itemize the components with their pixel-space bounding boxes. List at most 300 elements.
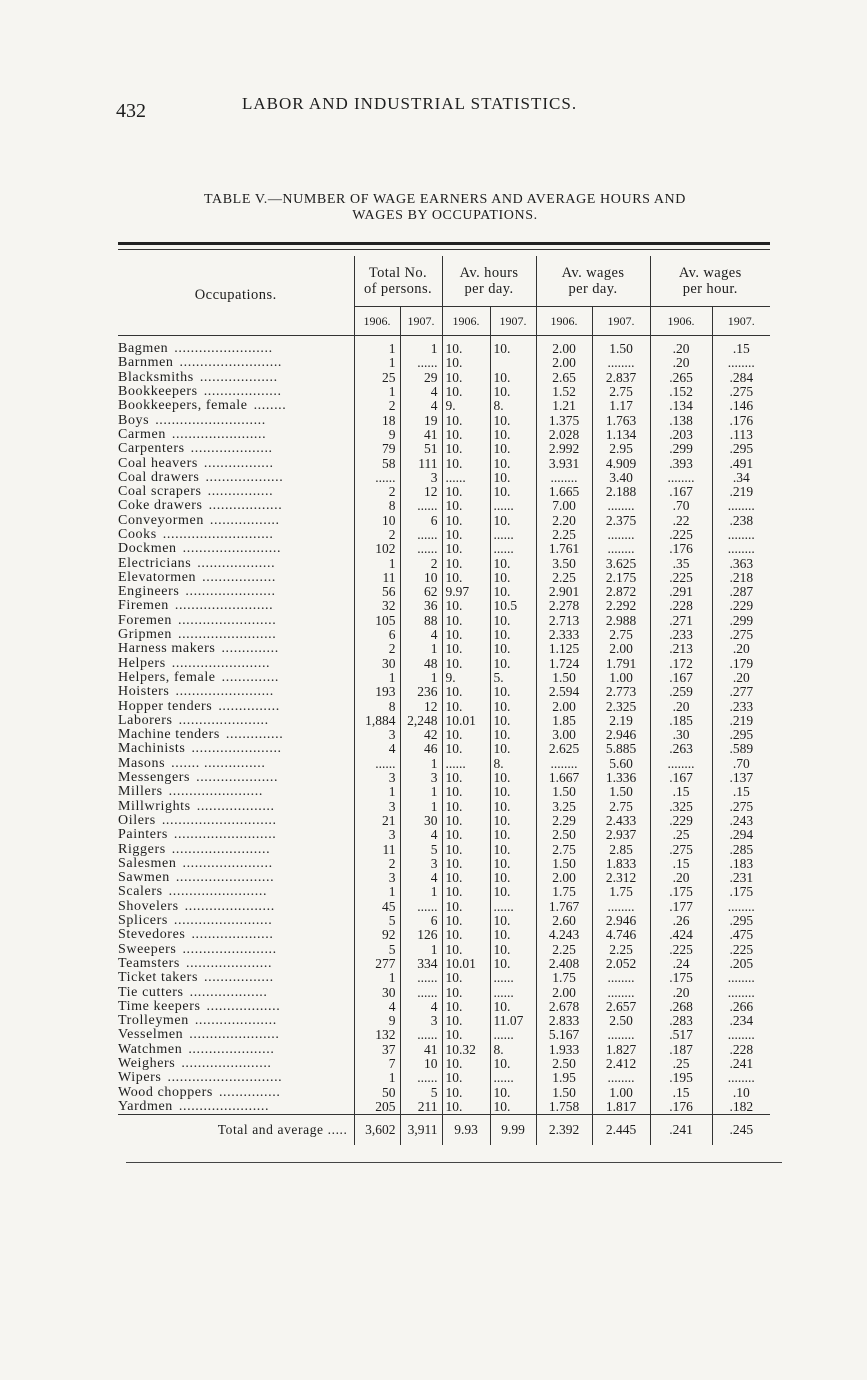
header-wday-l1: Av. wages xyxy=(561,265,625,281)
wages-day-1906-cell: 1.21 xyxy=(536,399,592,413)
table-row xyxy=(118,456,770,470)
wages-day-1906-cell: ........ xyxy=(536,471,592,485)
wages-day-1907-cell: 2.292 xyxy=(592,599,650,613)
occupation-name: Scalers xyxy=(118,885,163,900)
table-row xyxy=(118,1071,770,1085)
hours-1907-cell: ...... xyxy=(490,971,536,985)
occupation-name: Cooks xyxy=(118,527,157,542)
wages-hour-1906-cell: .177 xyxy=(650,900,712,914)
header-hours-l2: per day. xyxy=(464,281,514,297)
persons-1906-cell: 9 xyxy=(354,1014,400,1028)
persons-1907-cell: 211 xyxy=(400,1100,442,1115)
wages-day-1907-cell: 1.336 xyxy=(592,771,650,785)
wages-day-1906-cell: 2.20 xyxy=(536,514,592,528)
total-hours-1906: 9.93 xyxy=(442,1115,490,1146)
hours-1907-cell: 10. xyxy=(490,914,536,928)
wages-hour-1906-cell: .275 xyxy=(650,842,712,856)
occupation-name: Sawmen xyxy=(118,870,170,886)
page-number: 432 xyxy=(116,100,146,122)
occupation-name: Engineers xyxy=(118,585,180,600)
wages-hour-1906-cell: .20 xyxy=(650,871,712,885)
occupation-name: Splicers xyxy=(118,913,168,929)
occupation-cell xyxy=(118,336,354,357)
hours-1906-cell: 10. xyxy=(442,442,490,456)
wages-hour-1907-cell: .15 xyxy=(712,785,770,799)
wages-hour-1906-cell: .233 xyxy=(650,628,712,642)
bottom-rule xyxy=(126,1162,782,1163)
hours-1907-cell: 11.07 xyxy=(490,1014,536,1028)
wages-hour-1907-cell: .10 xyxy=(712,1085,770,1099)
leader-dots: ........ xyxy=(253,399,287,414)
persons-1906-cell: 1 xyxy=(354,971,400,985)
wages-hour-1907-cell: .275 xyxy=(712,385,770,399)
hours-1907-cell: 10. xyxy=(490,413,536,427)
hours-1906-cell: 10. xyxy=(442,685,490,699)
hours-1906-cell: 10.32 xyxy=(442,1043,490,1057)
table-row xyxy=(118,336,770,357)
wages-day-1906-cell: 3.25 xyxy=(536,800,592,814)
hours-1907-cell: ...... xyxy=(490,499,536,513)
wages-day-1906-cell: 1.75 xyxy=(536,971,592,985)
leader-dots: .................. xyxy=(202,570,276,585)
occupation-name: Time keepers xyxy=(118,999,201,1014)
leader-dots: .................... xyxy=(194,1013,277,1029)
persons-1907-cell: 41 xyxy=(400,428,442,442)
persons-1906-cell: 132 xyxy=(354,1028,400,1042)
persons-1907-cell: 4 xyxy=(400,399,442,413)
total-whour-1906: .241 xyxy=(650,1115,712,1146)
wages-day-1906-cell: 1.50 xyxy=(536,785,592,799)
wages-day-1906-cell: 2.75 xyxy=(536,842,592,856)
persons-1906-cell: 7 xyxy=(354,1057,400,1071)
wages-day-1907-cell: 3.40 xyxy=(592,471,650,485)
table-row xyxy=(118,1100,770,1115)
table-row xyxy=(118,1014,770,1028)
wages-day-1906-cell: 1.95 xyxy=(536,1071,592,1085)
wages-hour-1907-cell: .241 xyxy=(712,1057,770,1071)
leader-dots: ................... xyxy=(203,384,282,400)
hours-1906-cell: 10. xyxy=(442,842,490,856)
wages-day-1907-cell: ........ xyxy=(592,528,650,542)
wages-hour-1906-cell: .25 xyxy=(650,828,712,842)
wages-hour-1906-cell: .26 xyxy=(650,914,712,928)
occupation-name: Coke drawers xyxy=(118,499,203,514)
persons-1907-cell: 30 xyxy=(400,814,442,828)
persons-1907-cell: 236 xyxy=(400,685,442,699)
wages-hour-1907-cell: .225 xyxy=(712,942,770,956)
hours-1906-cell: 10. xyxy=(442,942,490,956)
hours-1906-cell: 10. xyxy=(442,571,490,585)
hours-1906-cell: 10. xyxy=(442,356,490,370)
wages-hour-1906-cell: .35 xyxy=(650,556,712,570)
occupation-name: Vesselmen xyxy=(118,1028,184,1043)
leader-dots: ................... xyxy=(196,799,275,814)
persons-1907-cell: ...... xyxy=(400,1071,442,1085)
persons-1907-cell: 36 xyxy=(400,599,442,613)
persons-1906-cell: 3 xyxy=(354,828,400,842)
hours-1906-cell: 10. xyxy=(442,771,490,785)
hours-1907-cell: 10. xyxy=(490,485,536,499)
hours-1906-cell: 10. xyxy=(442,657,490,671)
leader-dots: ................. xyxy=(204,971,274,986)
occupation-cell xyxy=(118,499,354,513)
wages-day-1906-cell: 2.50 xyxy=(536,1057,592,1071)
wages-hour-1906-cell: .15 xyxy=(650,857,712,871)
hours-1906-cell: 10. xyxy=(442,1100,490,1115)
wages-hour-1906-cell: .195 xyxy=(650,1071,712,1085)
occupation-cell xyxy=(118,1028,354,1042)
leader-dots: ..................... xyxy=(185,956,273,971)
table-row xyxy=(118,399,770,413)
occupation-name: Hoisters xyxy=(118,685,170,700)
wages-day-1907-cell: ........ xyxy=(592,356,650,370)
persons-1907-cell: 12 xyxy=(400,699,442,713)
header-total-l1: Total No. xyxy=(368,265,428,281)
occupation-cell xyxy=(118,871,354,885)
table-row xyxy=(118,828,770,842)
occupation-name: Coal scrapers xyxy=(118,484,202,500)
wages-day-1907-cell: 2.312 xyxy=(592,871,650,885)
persons-1907-cell: 4 xyxy=(400,385,442,399)
hours-1906-cell: 10. xyxy=(442,928,490,942)
wages-hour-1906-cell: .175 xyxy=(650,971,712,985)
wages-hour-1906-cell: .271 xyxy=(650,614,712,628)
wages-day-1906-cell: 2.29 xyxy=(536,814,592,828)
hours-1907-cell: ...... xyxy=(490,900,536,914)
header-occupations xyxy=(118,256,354,336)
total-whour-1907: .245 xyxy=(712,1115,770,1146)
wages-hour-1906-cell: .20 xyxy=(650,336,712,357)
persons-1906-cell: 105 xyxy=(354,614,400,628)
wages-hour-1906-cell: .30 xyxy=(650,728,712,742)
hours-1907-cell: 10. xyxy=(490,957,536,971)
persons-1907-cell: ...... xyxy=(400,985,442,999)
table-caption xyxy=(118,192,772,224)
wages-day-1907-cell: 2.412 xyxy=(592,1057,650,1071)
table-row xyxy=(118,742,770,756)
occupation-name: Salesmen xyxy=(118,856,177,871)
header-hours-l1: Av. hours xyxy=(459,265,519,281)
hours-1907-cell: 10. xyxy=(490,742,536,756)
hours-1906-cell: 10.01 xyxy=(442,957,490,971)
wages-day-1906-cell: 1.125 xyxy=(536,642,592,656)
table-row xyxy=(118,428,770,442)
wages-day-1906-cell: 2.25 xyxy=(536,528,592,542)
table-row xyxy=(118,542,770,556)
occupation-name: Blacksmiths xyxy=(118,370,194,385)
leader-dots: ........................... xyxy=(162,527,274,542)
occupation-cell xyxy=(118,1071,354,1085)
wages-day-1906-cell: 1.767 xyxy=(536,900,592,914)
hours-1907-cell: 10.5 xyxy=(490,599,536,613)
wages-day-1907-cell: 2.937 xyxy=(592,828,650,842)
persons-1906-cell: 25 xyxy=(354,371,400,385)
persons-1907-cell: 6 xyxy=(400,914,442,928)
occupation-cell xyxy=(118,657,354,671)
leader-dots: .................. xyxy=(208,499,283,514)
wages-day-1906-cell: 2.65 xyxy=(536,371,592,385)
wages-table xyxy=(118,256,770,1145)
wages-hour-1906-cell: .167 xyxy=(650,671,712,685)
hours-1907-cell: 10. xyxy=(490,928,536,942)
table-row xyxy=(118,528,770,542)
hours-1906-cell: 10. xyxy=(442,1071,490,1085)
persons-1906-cell: 3 xyxy=(354,771,400,785)
hours-1907-cell: 10. xyxy=(490,800,536,814)
occupation-name: Trolleymen xyxy=(118,1013,189,1029)
occupation-name: Millwrights xyxy=(118,799,191,814)
occupation-cell xyxy=(118,971,354,985)
persons-1907-cell: 4 xyxy=(400,828,442,842)
wages-day-1907-cell: 2.052 xyxy=(592,957,650,971)
hours-1906-cell: 10. xyxy=(442,413,490,427)
wages-day-1906-cell: 2.00 xyxy=(536,699,592,713)
wages-hour-1907-cell: .295 xyxy=(712,728,770,742)
hours-1906-cell: 10.01 xyxy=(442,714,490,728)
year-1907-wday: 1907. xyxy=(592,307,650,336)
hours-1907-cell xyxy=(490,356,536,370)
hours-1907-cell: 10. xyxy=(490,1100,536,1115)
wages-hour-1907-cell: .275 xyxy=(712,800,770,814)
hours-1906-cell: 10. xyxy=(442,785,490,799)
persons-1907-cell: 10 xyxy=(400,571,442,585)
top-rule-thick xyxy=(118,242,770,245)
wages-day-1907-cell: 2.375 xyxy=(592,514,650,528)
occupation-cell xyxy=(118,1057,354,1071)
occupation-cell xyxy=(118,842,354,856)
persons-1907-cell: 126 xyxy=(400,928,442,942)
persons-1906-cell: ...... xyxy=(354,757,400,771)
wages-hour-1906-cell: .393 xyxy=(650,456,712,470)
wages-hour-1906-cell: .263 xyxy=(650,742,712,756)
persons-1906-cell: 1 xyxy=(354,671,400,685)
table-row xyxy=(118,599,770,613)
table-row xyxy=(118,371,770,385)
occupation-cell xyxy=(118,914,354,928)
persons-1906-cell: 5 xyxy=(354,942,400,956)
wages-day-1907-cell: 1.00 xyxy=(592,671,650,685)
occupation-cell xyxy=(118,1085,354,1099)
wages-hour-1907-cell: .294 xyxy=(712,828,770,842)
persons-1907-cell: 3 xyxy=(400,857,442,871)
occupation-cell xyxy=(118,1043,354,1057)
wages-hour-1906-cell: .25 xyxy=(650,1057,712,1071)
hours-1907-cell: 8. xyxy=(490,399,536,413)
hours-1907-cell: 10. xyxy=(490,628,536,642)
leader-dots: ....................... xyxy=(182,942,277,957)
occupation-cell xyxy=(118,571,354,585)
wages-hour-1906-cell: .70 xyxy=(650,499,712,513)
wages-hour-1907-cell: ........ xyxy=(712,542,770,556)
hours-1907-cell: ...... xyxy=(490,1028,536,1042)
wages-day-1907-cell: 1.791 xyxy=(592,657,650,671)
occupation-cell xyxy=(118,885,354,899)
wages-hour-1907-cell: .233 xyxy=(712,699,770,713)
table-row xyxy=(118,1057,770,1071)
wages-day-1906-cell: 1.85 xyxy=(536,714,592,728)
hours-1907-cell: 10. xyxy=(490,385,536,399)
occupation-cell xyxy=(118,542,354,556)
hours-1907-cell: 10. xyxy=(490,556,536,570)
table-row xyxy=(118,785,770,799)
persons-1907-cell: 5 xyxy=(400,1085,442,1099)
wages-day-1907-cell: 2.188 xyxy=(592,485,650,499)
hours-1907-cell: 10. xyxy=(490,871,536,885)
hours-1906-cell: 10. xyxy=(442,1057,490,1071)
occupation-cell xyxy=(118,456,354,470)
leader-dots: ........................... xyxy=(155,413,266,428)
total-wday-1907: 2.445 xyxy=(592,1115,650,1146)
occupation-name: Riggers xyxy=(118,842,166,857)
table-row xyxy=(118,871,770,885)
occupation-cell xyxy=(118,371,354,385)
leader-dots: ............................ xyxy=(167,1071,283,1086)
leader-dots: ................... xyxy=(197,556,276,571)
occupation-cell xyxy=(118,985,354,999)
leader-dots: .................. xyxy=(206,999,281,1014)
wages-hour-1907-cell: .284 xyxy=(712,371,770,385)
wages-hour-1907-cell: .277 xyxy=(712,685,770,699)
wages-day-1907-cell: 2.25 xyxy=(592,942,650,956)
occupation-name: Machinists xyxy=(118,742,186,757)
occupation-cell xyxy=(118,628,354,642)
occupation-name: Ticket takers xyxy=(118,971,198,986)
wages-hour-1907-cell: .176 xyxy=(712,413,770,427)
persons-1906-cell: 6 xyxy=(354,628,400,642)
persons-1906-cell: 2 xyxy=(354,857,400,871)
hours-1907-cell: 10. xyxy=(490,728,536,742)
wages-day-1906-cell: 1.50 xyxy=(536,671,592,685)
occupation-name: Gripmen xyxy=(118,627,172,643)
wages-hour-1907-cell: .34 xyxy=(712,471,770,485)
occupation-cell xyxy=(118,556,354,570)
wages-hour-1906-cell: .299 xyxy=(650,442,712,456)
table-row xyxy=(118,614,770,628)
wages-day-1907-cell: 1.827 xyxy=(592,1043,650,1057)
persons-1907-cell: 6 xyxy=(400,514,442,528)
wages-hour-1907-cell: .231 xyxy=(712,871,770,885)
leader-dots: ................... xyxy=(189,985,268,1000)
wages-day-1906-cell: 1.667 xyxy=(536,771,592,785)
table-row xyxy=(118,471,770,485)
occupation-name: Wipers xyxy=(118,1071,162,1086)
occupation-name: Teamsters xyxy=(118,956,180,971)
wages-day-1906-cell: 2.25 xyxy=(536,571,592,585)
persons-1906-cell: 11 xyxy=(354,571,400,585)
wages-hour-1907-cell: .238 xyxy=(712,514,770,528)
occupation-name: Oilers xyxy=(118,813,156,828)
wages-day-1907-cell: 4.746 xyxy=(592,928,650,942)
persons-1906-cell: 11 xyxy=(354,842,400,856)
table-row xyxy=(118,499,770,513)
table-row xyxy=(118,585,770,599)
table-row xyxy=(118,842,770,856)
persons-1906-cell: 4 xyxy=(354,1000,400,1014)
occupation-name: Wood choppers xyxy=(118,1085,213,1100)
occupation-cell xyxy=(118,1014,354,1028)
occupation-name: Coal heavers xyxy=(118,456,198,471)
wages-hour-1906-cell: .325 xyxy=(650,800,712,814)
persons-1907-cell: 3 xyxy=(400,771,442,785)
year-1906-wday: 1906. xyxy=(536,307,592,336)
leader-dots: ......................... xyxy=(179,356,283,371)
persons-1907-cell: 111 xyxy=(400,456,442,470)
table-row xyxy=(118,757,770,771)
hours-1906-cell: ...... xyxy=(442,757,490,771)
leader-dots: ...................... xyxy=(178,1099,270,1114)
occupation-name: Conveyormen xyxy=(118,513,204,528)
persons-1906-cell: 1 xyxy=(354,336,400,357)
hours-1907-cell: 10. xyxy=(490,699,536,713)
persons-1907-cell: 12 xyxy=(400,485,442,499)
occupation-name: Stevedores xyxy=(118,928,186,943)
occupation-cell xyxy=(118,399,354,413)
hours-1907-cell: 10. xyxy=(490,814,536,828)
occupation-cell xyxy=(118,428,354,442)
wages-hour-1906-cell: .20 xyxy=(650,699,712,713)
occupation-cell xyxy=(118,828,354,842)
persons-1907-cell: 1 xyxy=(400,757,442,771)
occupation-cell xyxy=(118,785,354,799)
hours-1906-cell: 10. xyxy=(442,599,490,613)
occupation-cell xyxy=(118,685,354,699)
hours-1906-cell: 10. xyxy=(442,728,490,742)
persons-1907-cell: 10 xyxy=(400,1057,442,1071)
wages-hour-1907-cell: .218 xyxy=(712,571,770,585)
wages-day-1906-cell: 2.625 xyxy=(536,742,592,756)
occupation-cell xyxy=(118,957,354,971)
wages-day-1907-cell: 2.657 xyxy=(592,1000,650,1014)
wages-hour-1906-cell: .167 xyxy=(650,485,712,499)
hours-1906-cell: 10. xyxy=(442,499,490,513)
persons-1907-cell: 29 xyxy=(400,371,442,385)
wages-hour-1907-cell: .205 xyxy=(712,957,770,971)
wages-day-1906-cell: 2.408 xyxy=(536,957,592,971)
persons-1907-cell: ...... xyxy=(400,971,442,985)
wages-day-1906-cell: 1.933 xyxy=(536,1043,592,1057)
wages-hour-1906-cell: .291 xyxy=(650,585,712,599)
persons-1906-cell: 37 xyxy=(354,1043,400,1057)
wages-hour-1907-cell: .113 xyxy=(712,428,770,442)
wages-day-1906-cell: 5.167 xyxy=(536,1028,592,1042)
wages-day-1906-cell: 1.52 xyxy=(536,385,592,399)
wages-hour-1906-cell: .225 xyxy=(650,942,712,956)
wages-hour-1907-cell: .295 xyxy=(712,914,770,928)
hours-1906-cell: 10. xyxy=(442,528,490,542)
occupation-name: Helpers, female xyxy=(118,670,216,685)
wages-day-1906-cell: 2.901 xyxy=(536,585,592,599)
persons-1906-cell: 21 xyxy=(354,814,400,828)
hours-1906-cell: 9. xyxy=(442,399,490,413)
hours-1907-cell: 8. xyxy=(490,1043,536,1057)
wages-day-1907-cell: 2.75 xyxy=(592,385,650,399)
wages-day-1907-cell: ........ xyxy=(592,985,650,999)
occupation-name: Sweepers xyxy=(118,942,177,957)
occupation-cell xyxy=(118,699,354,713)
wages-day-1906-cell: 2.278 xyxy=(536,599,592,613)
wages-hour-1907-cell: .15 xyxy=(712,336,770,357)
persons-1906-cell: 277 xyxy=(354,957,400,971)
table-row xyxy=(118,957,770,971)
hours-1906-cell: 10. xyxy=(442,871,490,885)
wages-day-1906-cell: 7.00 xyxy=(536,499,592,513)
persons-1907-cell: 1 xyxy=(400,885,442,899)
wages-hour-1906-cell: ........ xyxy=(650,471,712,485)
wages-day-1907-cell: 2.773 xyxy=(592,685,650,699)
occupation-name: Painters xyxy=(118,828,168,843)
wages-day-1906-cell: 1.665 xyxy=(536,485,592,499)
table-row xyxy=(118,914,770,928)
